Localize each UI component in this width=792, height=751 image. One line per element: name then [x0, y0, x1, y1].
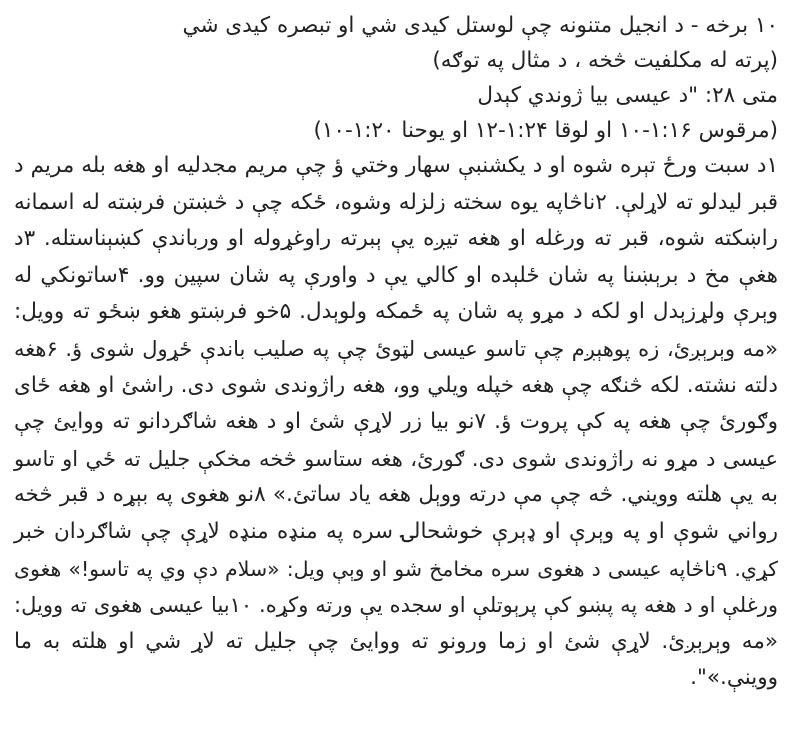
section-subtitle: (پرته له مکلفيت څخه ، د مثال په توګه) — [432, 48, 778, 73]
body-line: ورغلې او د هغه په پښو کې پرېوتلې او سجده يې ورته وکړه. ۱۰بيا عيسی هغوی ته وويل: — [14, 593, 778, 618]
body-line: عيسی د مړو نه راژوندی شوی دی. ګورئ، هغه ستاسو څخه مخکې جليل ته ځي او تاسو — [14, 446, 778, 471]
section-title: ۱۰ برخه - د انجيل متنونه چې لوستل کيدی شي او تبصره کيدی شي — [182, 13, 778, 38]
body-line: ۱د سبت ورځ تېره شوه او د يکشنبې سهار وختي ؤ چې مريم مجدليه او هغه بله مريم د — [14, 153, 778, 178]
body-line: ووينې.»". — [690, 665, 778, 691]
body-line: وګورئ چې هغه په کې پروت ؤ. ۷نو بيا زر لاړې شئ او د هغه شاګردانو ته ووايئ چې — [14, 409, 779, 435]
body-line: قبر ليدلو ته لاړلې. ۲ناڅاپه يوه سخته زلزله وشوه، ځکه چې د څښتن فرښته له اسمانه — [14, 189, 778, 215]
scripture-body — [14, 148, 778, 697]
body-line: رواني شوې او په وېرې او ډېرې خوشحالۍ سره په منډه منډه لاړې چې شاګردان خبر — [14, 518, 778, 544]
parallel-references: (مرقوس ۱:۱۶-۱۰ او لوقا ۱:۲۴-۱۲ او يوحنا ۱:۲۰-۱۰) — [313, 118, 778, 143]
body-line: «مه وېرېږئ، زه پوهېږم چې تاسو عيسی لټوئ چې په صليب باندې ځړول شوی ؤ. ۶هغه — [14, 336, 778, 361]
body-line: دلته نشته. لکه څنګه چې هغه خپله ويلي وو، هغه راژوندی شوی دی. راشئ او هغه ځای — [14, 372, 778, 398]
body-line: وېرې ولړزېدل او لکه د مړو په شان په ځمکه ولوېدل. ۵خو فرښتو هغو ښځو ته وويل: — [14, 299, 778, 325]
body-line: راښکته شوه، قبر ته ورغله او هغه تيږه يې ېبرته راوغړوله او ورباندې کښېناستله. ۳د — [14, 226, 778, 252]
body-line: به يې هلته وويني. څه چې مې درته ووېل هغه ياد ساتئ.» ۸نو هغوی په بېړه د قبر څخه — [14, 482, 778, 508]
body-line: کړي. ۹ناڅاپه عيسی د هغوی سره مخامخ شو او وېې ويل: «سلام دې وي په تاسو!» هغوی — [14, 556, 778, 581]
document-header — [14, 8, 778, 148]
body-line: «مه وېرېږئ. لاړې شئ او زما ورونو ته ووايئ چې جليل ته لاړ شي او هلته به ما — [14, 628, 778, 654]
body-line: هغې مخ د برېښنا په شان ځلېده او کالي يې د واورې په شان سپين وو. ۴ساتونکي له — [14, 262, 778, 288]
scripture-reference: متی ۲۸: "د عيسی بيا ژوندي کېدل — [477, 83, 778, 108]
